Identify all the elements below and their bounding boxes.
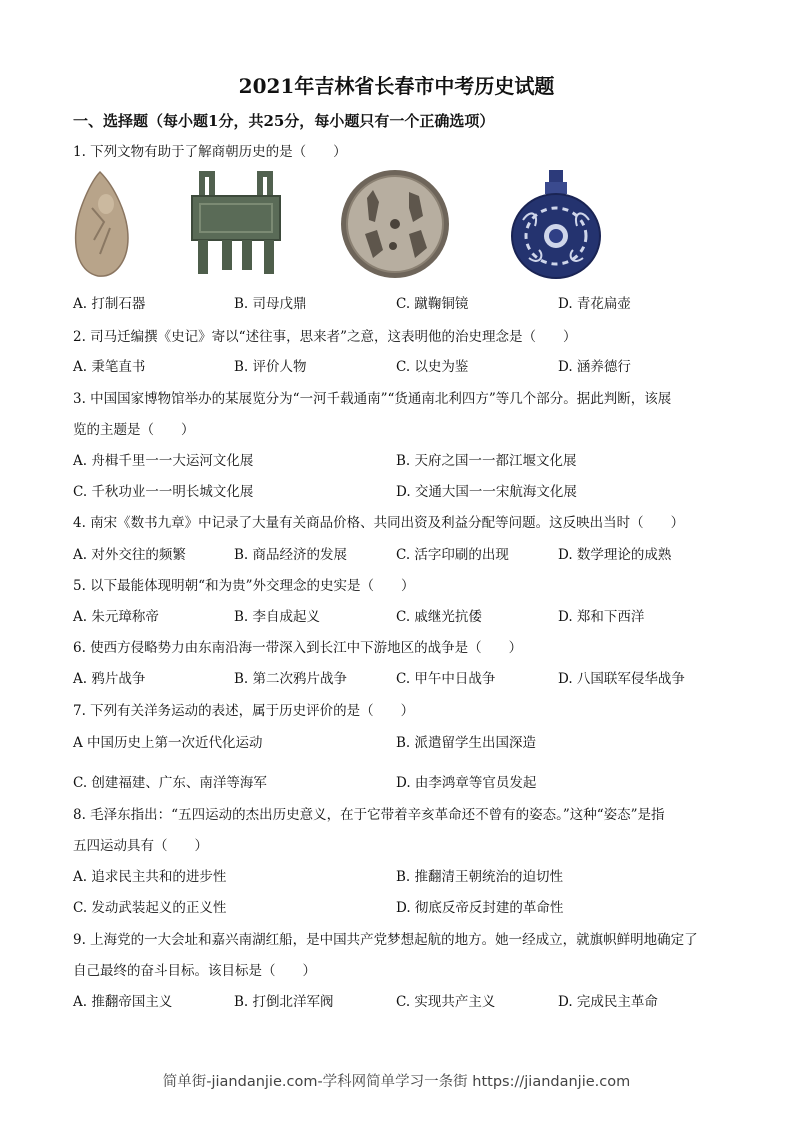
- q9-option-b[interactable]: B. 打倒北洋军阀: [234, 994, 334, 1010]
- q6-option-a[interactable]: A. 鸦片战争: [73, 671, 146, 687]
- q5-option-a[interactable]: A. 朱元璋称帝: [73, 609, 159, 625]
- question-3-stem-line2: 览的主题是（ ）: [73, 422, 195, 438]
- q3-option-d[interactable]: D. 交通大国一一宋航海文化展: [396, 484, 577, 500]
- question-9-stem-line1: 9. 上海党的一大会址和嘉兴南湖红船，是中国共产党梦想起航的地方。她一经成立，就旗帜鲜明地确定了: [73, 932, 698, 948]
- question-4-stem: 4. 南宋《数书九章》中记录了大量有关商品价格、共同出资及利益分配等问题。这反映出当时（ ）: [73, 515, 685, 531]
- q8-option-c[interactable]: C. 发动武装起义的正义性: [73, 900, 227, 916]
- question-7-stem: 7. 下列有关洋务运动的表述，属于历史评价的是（ ）: [73, 703, 415, 719]
- ding-vessel-image: [186, 168, 286, 280]
- q7-option-a[interactable]: A 中国历史上第一次近代化运动: [73, 735, 263, 751]
- question-8-stem-line1: 8. 毛泽东指出：“五四运动的杰出历史意义，在于它带着辛亥革命还不曾有的姿态。”这种“姿态”是指: [73, 807, 665, 823]
- q1-option-d[interactable]: D. 青花扁壶: [558, 296, 631, 312]
- q2-option-a[interactable]: A. 秉笔直书: [73, 359, 146, 375]
- stone-tool-image: [70, 168, 132, 280]
- q3-option-b[interactable]: B. 天府之国一一都江堰文化展: [396, 453, 577, 469]
- section-heading: 一、选择题（每小题1分，共25分，每小题只有一个正确选项）: [73, 112, 495, 130]
- q2-option-b[interactable]: B. 评价人物: [234, 359, 307, 375]
- q8-option-b[interactable]: B. 推翻清王朝统治的迫切性: [396, 869, 564, 885]
- q9-option-d[interactable]: D. 完成民主革命: [558, 994, 658, 1010]
- q3-option-c[interactable]: C. 千秋功业一一明长城文化展: [73, 484, 254, 500]
- q5-option-b[interactable]: B. 李自成起义: [234, 609, 321, 625]
- q3-option-a[interactable]: A. 舟楫千里一一大运河文化展: [73, 453, 254, 469]
- q6-option-b[interactable]: B. 第二次鸦片战争: [234, 671, 348, 687]
- q4-option-a[interactable]: A. 对外交往的频繁: [73, 547, 186, 563]
- page-footer: 简单街-jiandanjie.com-学科网简单学习一条街 https://jiandanjie.com: [162, 1074, 631, 1090]
- q2-option-d[interactable]: D. 涵养德行: [558, 359, 631, 375]
- q9-option-c[interactable]: C. 实现共产主义: [396, 994, 496, 1010]
- q4-option-d[interactable]: D. 数学理论的成熟: [558, 547, 672, 563]
- q4-option-b[interactable]: B. 商品经济的发展: [234, 547, 348, 563]
- question-2-stem: 2. 司马迁编撰《史记》寄以“述往事，思来者”之意，这表明他的治史理念是（ ）: [73, 329, 577, 345]
- q9-option-a[interactable]: A. 推翻帝国主义: [73, 994, 173, 1010]
- question-5-stem: 5. 以下最能体现明朝“和为贵”外交理念的史实是（ ）: [73, 578, 415, 594]
- q8-option-d[interactable]: D. 彻底反帝反封建的革命性: [396, 900, 564, 916]
- q4-option-c[interactable]: C. 活字印刷的出现: [396, 547, 509, 563]
- page-title: 2021年吉林省长春市中考历史试题: [238, 74, 555, 98]
- q7-option-d[interactable]: D. 由李鸿章等官员发起: [396, 775, 537, 791]
- q5-option-d[interactable]: D. 郑和下西洋: [558, 609, 645, 625]
- q7-option-b[interactable]: B. 派遣留学生出国深造: [396, 735, 537, 751]
- q1-option-c[interactable]: C. 蹴鞠铜镜: [396, 296, 469, 312]
- question-3-stem-line1: 3. 中国国家博物馆举办的某展览分为“一河千载通南”“货通南北利四方”等几个部分。据此判断，该展: [73, 391, 672, 407]
- q6-option-c[interactable]: C. 甲午中日战争: [396, 671, 496, 687]
- blue-white-flask-image: [509, 168, 603, 280]
- q8-option-a[interactable]: A. 追求民主共和的进步性: [73, 869, 227, 885]
- q5-option-c[interactable]: C. 戚继光抗倭: [396, 609, 482, 625]
- q1-option-a[interactable]: A. 打制石器: [73, 296, 146, 312]
- question-8-stem-line2: 五四运动具有（ ）: [73, 838, 208, 854]
- cuju-mirror-image: [339, 168, 451, 280]
- q1-option-b[interactable]: B. 司母戊鼎: [234, 296, 307, 312]
- q7-option-c[interactable]: C. 创建福建、广东、南洋等海军: [73, 775, 267, 791]
- q2-option-c[interactable]: C. 以史为鉴: [396, 359, 469, 375]
- question-9-stem-line2: 自己最终的奋斗目标。该目标是（ ）: [73, 963, 316, 979]
- q6-option-d[interactable]: D. 八国联军侵华战争: [558, 671, 685, 687]
- question-1-stem: 1. 下列文物有助于了解商朝历史的是（ ）: [73, 144, 347, 160]
- question-6-stem: 6. 使西方侵略势力由东南沿海一带深入到长江中下游地区的战争是（ ）: [73, 640, 523, 656]
